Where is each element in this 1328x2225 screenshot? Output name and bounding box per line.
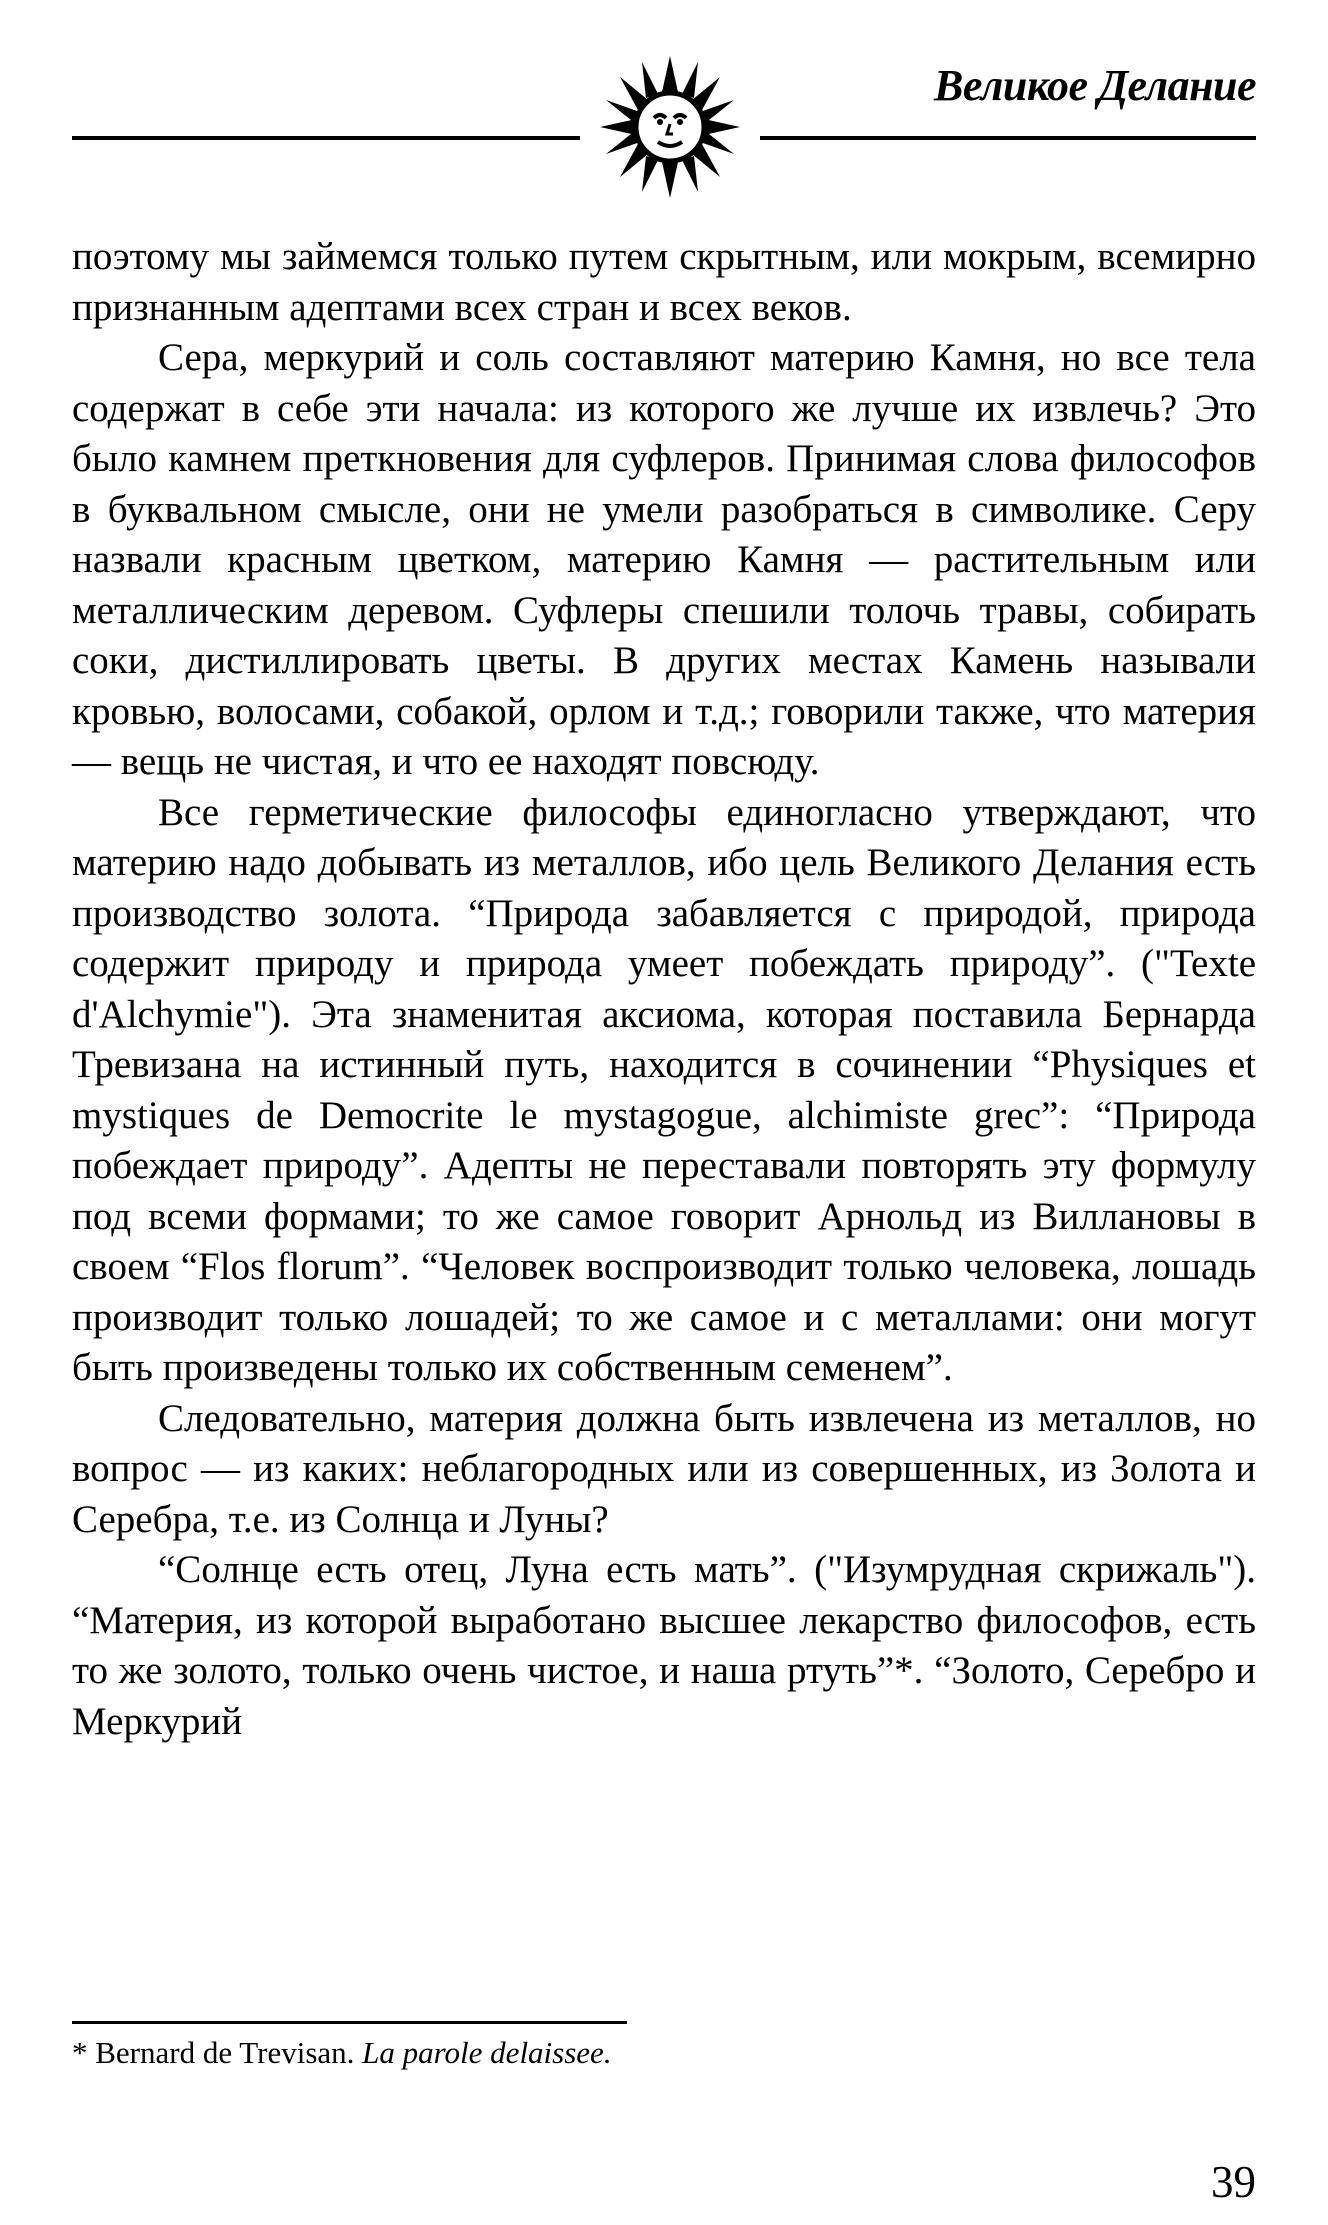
paragraph: Все герметические философы единогласно утверждают, что материю надо добывать из металлов, ибо цель Великого Делания есть производство золота. “Природа забавляется с природой, природа содержит природу и природа умеет побеждать природу”. ("Texte d'Alchymie"). Эта знаменитая аксиома, которая поставила Бернарда Тревизана на истинный путь, находится в сочинении “Physiques et mystiques de Democrite le mystagogue, alchimiste grec”: “Природа побеждает природу”. Адепты не переставали повторять эту формулу под всеми формами; то же самое говорит Арнольд из Виллановы в своем “Flos florum”. “Человек воспроизводит только человека, лошадь производит только лошадей; то же самое и с металлами: они могут быть произведены только их собственным семенем”. [72, 790, 1256, 1389]
header-rule-left [72, 136, 580, 140]
paragraph: Следовательно, материя должна быть извлечена из металлов, но вопрос — из каких: неблагородных или из совершенных, из Золота и Серебра, т.е. из Солнца и Луны? [72, 1396, 1256, 1541]
sun-face-icon [598, 52, 742, 202]
paragraph: “Солнце есть отец, Луна есть мать”. ("Изумрудная скрижаль"). “Материя, из которой выработано высшее лекарство философов, есть то же золото, только очень чистое, и наша ртуть”*. “Золото, Серебро и Меркурий [72, 1548, 1256, 1743]
footnote-marker: * [72, 2035, 88, 2070]
body-text [72, 232, 1256, 1747]
header-rule-right [760, 136, 1256, 140]
footnote-author: Bernard de Trevisan. [95, 2035, 355, 2070]
footnote-rule [72, 2021, 627, 2024]
paragraph: Сера, меркурий и соль составляют материю Камня, но все тела содержат в себе эти начала: из которого же лучше их извлечь? Это было камнем преткновения для суфлеров. Принимая слова философов в буквальном смысле, они не умели разобраться в символике. Серу назвали красным цветком, материю Камня — растительным или металлическим деревом. Суфлеры спешили толочь травы, собирать соки, дистиллировать цветы. В других местах Камень называли кровью, волосами, собакой, орлом и т.д.; говорили также, что материя — вещь не чистая, и что ее находят повсюду. [72, 336, 1256, 783]
page-header [72, 52, 1256, 202]
running-title: Великое Делание [934, 61, 1256, 110]
paragraph: поэтому мы займемся только путем скрытным, или мокрым, всемирно признанным адептами всех стран и всех веков. [72, 235, 1256, 329]
page-number: 39 [1211, 2157, 1256, 2207]
footnote-title: La parole delaissee. [362, 2035, 612, 2070]
footnote [72, 2034, 612, 2072]
